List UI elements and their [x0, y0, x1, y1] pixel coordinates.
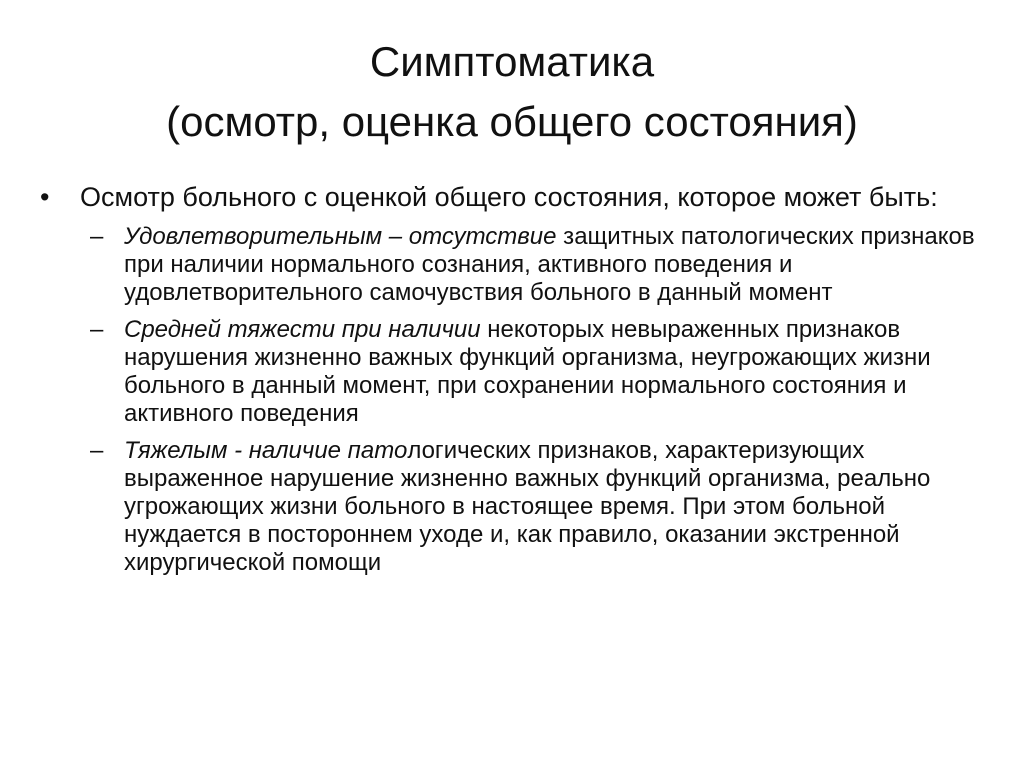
sub-item-text: некоторых невыраженных признаков нарушения жизненно важных функций организма, неугрожающих жизни больного в данный момент, при сохранении нормального состояния и активного поведения [124, 316, 931, 427]
slide-content [38, 182, 988, 586]
dash-icon: – [90, 316, 104, 343]
dash-icon: – [90, 437, 104, 464]
sub-item-text: защитных патологических признаков при наличии нормального сознания, активного поведения и удовлетворительного самочувствия больного в данный момент [124, 223, 975, 306]
sub-item-severe [90, 437, 988, 577]
bullet-item [38, 182, 988, 213]
sub-item-satisfactory [90, 223, 988, 307]
title-line-1: Симптоматика [369, 38, 655, 85]
bullet-text: Осмотр больного с оценкой общего состояния, которое может быть: [80, 182, 938, 212]
sub-item-text: логических признаков, характеризующих выраженное нарушение жизненно важных функций организма, реально угрожающих жизни больного в настоящее время. При этом больной нуждается в постороннем уходе и, как правило, оказании экстренной хирургической помощи [124, 437, 931, 576]
bullet-dot-icon: • [40, 182, 50, 212]
sub-item-italic: Средней тяжести при наличии [124, 316, 481, 343]
dash-icon: – [90, 223, 104, 250]
slide-title [60, 32, 964, 152]
sub-item-moderate [90, 316, 988, 428]
sub-item-italic: Удовлетворительным – отсутствие [124, 223, 557, 250]
sub-list [90, 223, 988, 577]
sub-item-italic: Тяжелым - наличие пато [124, 437, 408, 464]
title-line-2: (осмотр, оценка общего состояния) [166, 98, 858, 145]
